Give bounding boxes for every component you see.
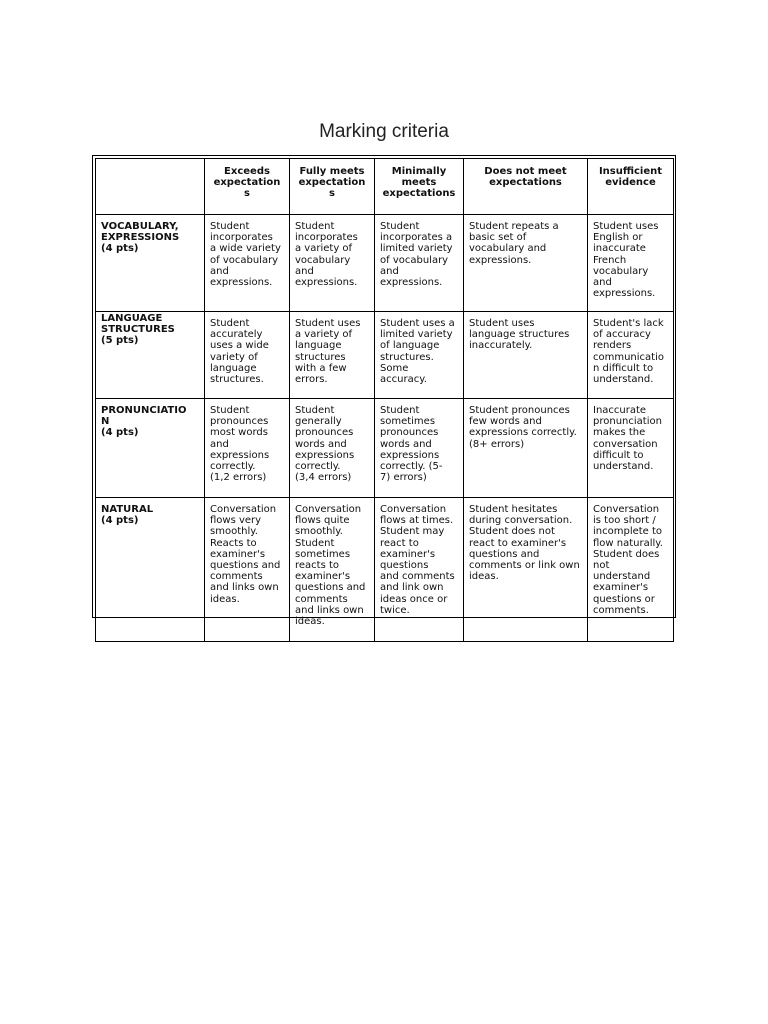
rubric-cell: Student uses a variety of language structures with a few errors. [290, 312, 375, 399]
header-cell-minimally-meets: Minimally meets expectations [375, 159, 464, 215]
rubric-cell: Conversation flows quite smoothly. Student sometimes reacts to examiner's questions and comments and links own ideas. [290, 498, 375, 642]
header-cell-fully-meets: Fully meets expectation s [290, 159, 375, 215]
criterion-points: (4 pts) [101, 427, 139, 439]
criterion-name: NATURAL [101, 504, 154, 515]
header-cell-does-not-meet: Does not meet expectations [464, 159, 588, 215]
rubric-cell: Student incorporates a wide variety of vocabulary and expressions. [205, 215, 290, 312]
rubric-cell: Student pronounces few words and expressions correctly. (8+ errors) [464, 399, 588, 498]
header-row [96, 159, 674, 215]
table-row [96, 312, 674, 399]
header-cell-insufficient: Insufficient evidence [588, 159, 674, 215]
rubric-cell: Student pronounces most words and expressions correctly. (1,2 errors) [205, 399, 290, 498]
rubric-cell: Student uses language structures inaccurately. [464, 312, 588, 399]
header-cell-empty [96, 159, 205, 215]
criterion-points: (4 pts) [101, 515, 139, 527]
criterion-cell [96, 399, 205, 498]
rubric-cell: Student repeats a basic set of vocabulary and expressions. [464, 215, 588, 312]
rubric-cell: Student generally pronounces words and expressions correctly. (3,4 errors) [290, 399, 375, 498]
table-row [96, 399, 674, 498]
criterion-name: PRONUNCIATIO N [101, 405, 187, 428]
criterion-name: VOCABULARY, EXPRESSIONS [101, 221, 180, 244]
rubric-cell: Student's lack of accuracy renders communicatio n difficult to understand. [588, 312, 674, 399]
criterion-points: (4 pts) [101, 243, 139, 255]
table-row [96, 215, 674, 312]
rubric-cell: Student sometimes pronounces words and expressions correctly. (5- 7) errors) [375, 399, 464, 498]
rubric-cell: Student hesitates during conversation. Student does not react to examiner's questions and comments or link own ideas. [464, 498, 588, 642]
criterion-points: (5 pts) [101, 335, 139, 347]
table-row [96, 498, 674, 642]
rubric-cell: Conversation flows very smoothly. Reacts to examiner's questions and comments and links own ideas. [205, 498, 290, 642]
rubric-table-frame [92, 155, 676, 628]
rubric-table [95, 158, 674, 642]
header-cell-exceeds: Exceeds expectation s [205, 159, 290, 215]
criterion-name: LANGUAGE STRUCTURES [101, 313, 175, 336]
page-title: Marking criteria [319, 121, 449, 142]
criterion-cell [96, 215, 205, 312]
criterion-cell [96, 312, 205, 399]
rubric-cell: Conversation is too short / incomplete to flow naturally. Student does not understand examiner's questions or comments. [588, 498, 674, 642]
rubric-cell: Conversation flows at times. Student may react to examiner's questions and comments and link own ideas once or twice. [375, 498, 464, 642]
rubric-cell: Student incorporates a limited variety of vocabulary and expressions. [375, 215, 464, 312]
criterion-cell [96, 498, 205, 642]
rubric-cell: Inaccurate pronunciation makes the conversation difficult to understand. [588, 399, 674, 498]
rubric-cell: Student accurately uses a wide variety of language structures. [205, 312, 290, 399]
rubric-cell: Student uses English or inaccurate French vocabulary and expressions. [588, 215, 674, 312]
rubric-cell: Student uses a limited variety of language structures. Some accuracy. [375, 312, 464, 399]
rubric-cell: Student incorporates a variety of vocabulary and expressions. [290, 215, 375, 312]
